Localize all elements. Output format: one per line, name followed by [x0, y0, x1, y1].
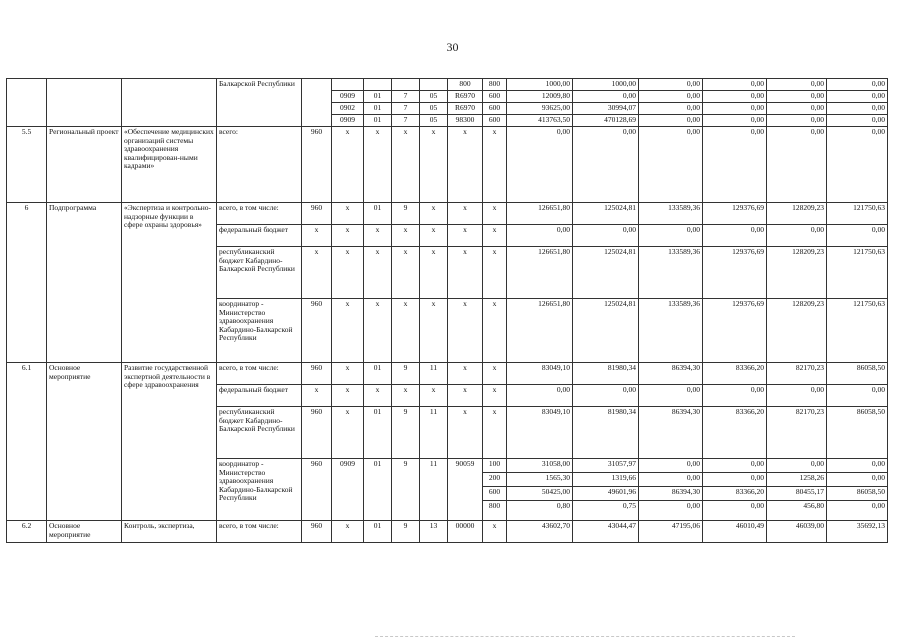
cell-value: 0,00: [703, 115, 767, 127]
cell-value: 0,00: [827, 127, 888, 203]
cell-value: 0,00: [703, 385, 767, 407]
cell-value: 0,75: [573, 501, 639, 521]
cell-rzpr: x: [332, 299, 364, 363]
cell-pgp: x: [392, 127, 420, 203]
cell-value: 0,00: [639, 127, 703, 203]
cell-gp: 01: [364, 363, 392, 385]
cell-value: 126651,80: [507, 203, 573, 225]
cell-value: 0,00: [827, 115, 888, 127]
cell-value: 86058,50: [827, 407, 888, 459]
cell-value: 121750,63: [827, 247, 888, 299]
cell-name: [122, 79, 217, 127]
cell-executor: координатор - Министерство здравоохранения Кабардино-Балкарской Республики: [217, 299, 302, 363]
cell-value: 12009,80: [507, 91, 573, 103]
cell-value: 0,00: [703, 225, 767, 247]
cell-grbs: x: [302, 225, 332, 247]
cell-value: 0,00: [767, 103, 827, 115]
cell-vr: x: [483, 407, 507, 459]
cell-value: 0,00: [767, 115, 827, 127]
cell-value: 0,00: [827, 501, 888, 521]
budget-table: [6, 78, 888, 543]
cell-csr: x: [448, 203, 483, 225]
cell-value: 133589,36: [639, 247, 703, 299]
cell-value: 47195,06: [639, 521, 703, 543]
table-row: [7, 127, 888, 203]
cell-grbs: 960: [302, 299, 332, 363]
cell-value: 0,00: [767, 79, 827, 91]
cell-executor: всего:: [217, 127, 302, 203]
cell-vr: 200: [483, 473, 507, 487]
cell-value: 30994,07: [573, 103, 639, 115]
cell-csr: x: [448, 299, 483, 363]
cell-value: 0,00: [827, 459, 888, 473]
cell-csr: x: [448, 407, 483, 459]
cell-executor: Балкарской Республики: [217, 79, 302, 127]
cell-name: «Экспертиза и контрольно-надзорные функции в сфере охраны здоровья»: [122, 203, 217, 363]
cell-csr: x: [448, 247, 483, 299]
cell-value: 0,00: [703, 103, 767, 115]
cell-value: 46039,00: [767, 521, 827, 543]
page-number: 30: [446, 40, 459, 54]
cell-vr: x: [483, 127, 507, 203]
cell-value: 81980,34: [573, 363, 639, 385]
cell-name: «Обеспечение медицинских организаций системы здравоохранения квалифицирован-ными кадрами»: [122, 127, 217, 203]
cell-value: 0,00: [639, 501, 703, 521]
cell-om: [420, 79, 448, 91]
cell-value: 0,00: [639, 225, 703, 247]
cell-gp: 01: [364, 521, 392, 543]
cell-vr: 600: [483, 487, 507, 501]
cell-value: 0,00: [507, 225, 573, 247]
cell-value: 125024,81: [573, 299, 639, 363]
cell-vr: 600: [483, 115, 507, 127]
cell-value: 0,00: [507, 127, 573, 203]
cell-gp: 01: [364, 91, 392, 103]
cell-grbs: 960: [302, 363, 332, 385]
cell-value: 31057,97: [573, 459, 639, 473]
cell-pgp: 9: [392, 521, 420, 543]
cell-value: 86058,50: [827, 363, 888, 385]
cell-csr: R6970: [448, 91, 483, 103]
cell-gp: [364, 79, 392, 91]
cell-value: 133589,36: [639, 203, 703, 225]
cell-number: [7, 79, 47, 127]
cell-value: 0,00: [639, 459, 703, 473]
cell-vr: x: [483, 299, 507, 363]
cell-om: 05: [420, 115, 448, 127]
cell-value: 0,00: [767, 459, 827, 473]
cell-grbs: 960: [302, 521, 332, 543]
cell-value: 128209,23: [767, 299, 827, 363]
cell-pgp: x: [392, 299, 420, 363]
cell-vr: x: [483, 363, 507, 385]
cell-vr: x: [483, 203, 507, 225]
cell-value: 1000,00: [573, 79, 639, 91]
cell-csr: 98300: [448, 115, 483, 127]
cell-value: 83049,10: [507, 407, 573, 459]
cell-rzpr: x: [332, 385, 364, 407]
cell-value: 0,00: [573, 225, 639, 247]
cell-pgp: x: [392, 225, 420, 247]
cell-value: 0,00: [573, 127, 639, 203]
cell-status: Основное мероприятие: [47, 521, 122, 543]
cell-value: 129376,69: [703, 247, 767, 299]
cell-csr: 90059: [448, 459, 483, 521]
cell-value: 86394,30: [639, 487, 703, 501]
cell-number: 6: [7, 203, 47, 363]
cell-value: 83366,20: [703, 407, 767, 459]
cell-value: 456,80: [767, 501, 827, 521]
cell-executor: всего, в том числе:: [217, 203, 302, 225]
cell-rzpr: x: [332, 127, 364, 203]
cell-grbs: 960: [302, 407, 332, 459]
cell-grbs: [302, 79, 332, 127]
cell-value: 0,00: [639, 79, 703, 91]
cell-rzpr: 0909: [332, 459, 364, 521]
cell-value: 0,00: [507, 385, 573, 407]
cell-value: 0,00: [827, 103, 888, 115]
cell-value: 125024,81: [573, 203, 639, 225]
cell-value: 31058,00: [507, 459, 573, 473]
cell-gp: x: [364, 247, 392, 299]
cell-grbs: 960: [302, 459, 332, 521]
cell-status: Региональный проект: [47, 127, 122, 203]
cell-value: 0,80: [507, 501, 573, 521]
cell-rzpr: x: [332, 521, 364, 543]
cell-rzpr: x: [332, 247, 364, 299]
cell-value: 86394,30: [639, 407, 703, 459]
cell-value: 0,00: [639, 91, 703, 103]
cell-value: 0,00: [827, 473, 888, 487]
cell-gp: x: [364, 225, 392, 247]
cell-gp: 01: [364, 459, 392, 521]
cell-pgp: 9: [392, 363, 420, 385]
cell-value: 0,00: [703, 127, 767, 203]
cell-value: 0,00: [639, 115, 703, 127]
cell-om: 11: [420, 363, 448, 385]
cell-executor: координатор - Министерство здравоохранения Кабардино-Балкарской Республики: [217, 459, 302, 521]
cell-pgp: 9: [392, 407, 420, 459]
cell-value: 0,00: [703, 79, 767, 91]
cell-pgp: 7: [392, 103, 420, 115]
cell-gp: x: [364, 127, 392, 203]
cell-value: 0,00: [703, 501, 767, 521]
cell-value: 0,00: [827, 385, 888, 407]
cell-pgp: x: [392, 385, 420, 407]
cell-value: 0,00: [767, 225, 827, 247]
cell-value: 81980,34: [573, 407, 639, 459]
cell-rzpr: [332, 79, 364, 91]
cell-csr: x: [448, 385, 483, 407]
cell-vr: 600: [483, 103, 507, 115]
cell-value: 80455,17: [767, 487, 827, 501]
cell-value: 83366,20: [703, 363, 767, 385]
cell-pgp: 7: [392, 115, 420, 127]
cell-rzpr: x: [332, 407, 364, 459]
cell-vr: x: [483, 225, 507, 247]
cell-status: Подпрограмма: [47, 203, 122, 363]
cell-csr: x: [448, 225, 483, 247]
cell-om: x: [420, 225, 448, 247]
cell-om: x: [420, 127, 448, 203]
cell-number: 5.5: [7, 127, 47, 203]
cell-gp: x: [364, 385, 392, 407]
cell-value: 86394,30: [639, 363, 703, 385]
cell-value: 0,00: [639, 473, 703, 487]
cell-rzpr: 0909: [332, 91, 364, 103]
cell-gp: 01: [364, 103, 392, 115]
cell-value: 0,00: [827, 225, 888, 247]
cell-value: 128209,23: [767, 203, 827, 225]
table-row: [7, 79, 888, 91]
cell-pgp: [392, 79, 420, 91]
cell-value: 413763,50: [507, 115, 573, 127]
cell-value: 0,00: [573, 385, 639, 407]
cell-om: x: [420, 247, 448, 299]
cell-value: 46010,49: [703, 521, 767, 543]
cell-value: 83366,20: [703, 487, 767, 501]
cell-value: 126651,80: [507, 247, 573, 299]
cell-value: 1000,00: [507, 79, 573, 91]
cell-om: x: [420, 203, 448, 225]
cell-value: 121750,63: [827, 203, 888, 225]
cell-rzpr: 0902: [332, 103, 364, 115]
cell-executor: федеральный бюджет: [217, 385, 302, 407]
cell-value: 82170,23: [767, 363, 827, 385]
cell-value: 0,00: [703, 91, 767, 103]
cell-value: 43602,70: [507, 521, 573, 543]
cell-value: 0,00: [639, 103, 703, 115]
cell-vr: 800: [483, 79, 507, 91]
cell-pgp: 7: [392, 91, 420, 103]
cell-om: x: [420, 385, 448, 407]
cell-value: 93625,00: [507, 103, 573, 115]
cell-value: 82170,23: [767, 407, 827, 459]
cell-value: 0,00: [573, 91, 639, 103]
cell-value: 470128,69: [573, 115, 639, 127]
cell-vr: 600: [483, 91, 507, 103]
cell-gp: 01: [364, 407, 392, 459]
cell-value: 1258,26: [767, 473, 827, 487]
cell-grbs: 960: [302, 203, 332, 225]
cell-value: 1565,30: [507, 473, 573, 487]
cell-pgp: 9: [392, 203, 420, 225]
cell-status: [47, 79, 122, 127]
cell-rzpr: x: [332, 225, 364, 247]
cell-csr: x: [448, 363, 483, 385]
cell-om: 11: [420, 459, 448, 521]
cell-value: 126651,80: [507, 299, 573, 363]
cell-om: 05: [420, 103, 448, 115]
scan-artifact-line: [375, 635, 795, 637]
cell-vr: x: [483, 385, 507, 407]
cell-value: 86058,50: [827, 487, 888, 501]
cell-value: 129376,69: [703, 203, 767, 225]
cell-om: 05: [420, 91, 448, 103]
cell-rzpr: x: [332, 363, 364, 385]
cell-value: 125024,81: [573, 247, 639, 299]
cell-csr: x: [448, 127, 483, 203]
cell-value: 83049,10: [507, 363, 573, 385]
cell-value: 0,00: [767, 91, 827, 103]
cell-executor: республиканский бюджет Кабардино-Балкарской Республики: [217, 407, 302, 459]
cell-gp: 01: [364, 115, 392, 127]
cell-csr: R6970: [448, 103, 483, 115]
cell-value: 0,00: [827, 79, 888, 91]
cell-rzpr: 0909: [332, 115, 364, 127]
table-row: [7, 363, 888, 385]
cell-om: 11: [420, 407, 448, 459]
cell-value: 133589,36: [639, 299, 703, 363]
cell-value: 0,00: [703, 459, 767, 473]
cell-value: 121750,63: [827, 299, 888, 363]
cell-om: 13: [420, 521, 448, 543]
cell-gp: 01: [364, 203, 392, 225]
cell-executor: всего, в том числе:: [217, 521, 302, 543]
table-row: [7, 521, 888, 543]
cell-csr: 800: [448, 79, 483, 91]
cell-number: 6.2: [7, 521, 47, 543]
cell-value: 0,00: [639, 385, 703, 407]
cell-value: 50425,00: [507, 487, 573, 501]
cell-vr: x: [483, 521, 507, 543]
cell-executor: всего, в том числе:: [217, 363, 302, 385]
cell-value: 129376,69: [703, 299, 767, 363]
cell-executor: республиканский бюджет Кабардино-Балкарской Республики: [217, 247, 302, 299]
cell-gp: x: [364, 299, 392, 363]
cell-value: 35692,13: [827, 521, 888, 543]
cell-value: 128209,23: [767, 247, 827, 299]
cell-executor: федеральный бюджет: [217, 225, 302, 247]
cell-pgp: x: [392, 247, 420, 299]
cell-value: 43044,47: [573, 521, 639, 543]
cell-value: 0,00: [827, 91, 888, 103]
cell-status: Основное мероприятие: [47, 363, 122, 521]
cell-vr: 100: [483, 459, 507, 473]
cell-pgp: 9: [392, 459, 420, 521]
cell-rzpr: x: [332, 203, 364, 225]
cell-grbs: x: [302, 247, 332, 299]
cell-vr: x: [483, 247, 507, 299]
cell-value: 0,00: [767, 127, 827, 203]
cell-om: x: [420, 299, 448, 363]
cell-name: Контроль, экспертиза,: [122, 521, 217, 543]
cell-csr: 00000: [448, 521, 483, 543]
cell-grbs: x: [302, 385, 332, 407]
cell-grbs: 960: [302, 127, 332, 203]
cell-name: Развитие государственной экспертной деятельности в сфере здравоохранения: [122, 363, 217, 521]
cell-value: 49601,96: [573, 487, 639, 501]
cell-vr: 800: [483, 501, 507, 521]
cell-value: 0,00: [703, 473, 767, 487]
table-row: [7, 203, 888, 225]
cell-number: 6.1: [7, 363, 47, 521]
cell-value: 1319,66: [573, 473, 639, 487]
cell-value: 0,00: [767, 385, 827, 407]
